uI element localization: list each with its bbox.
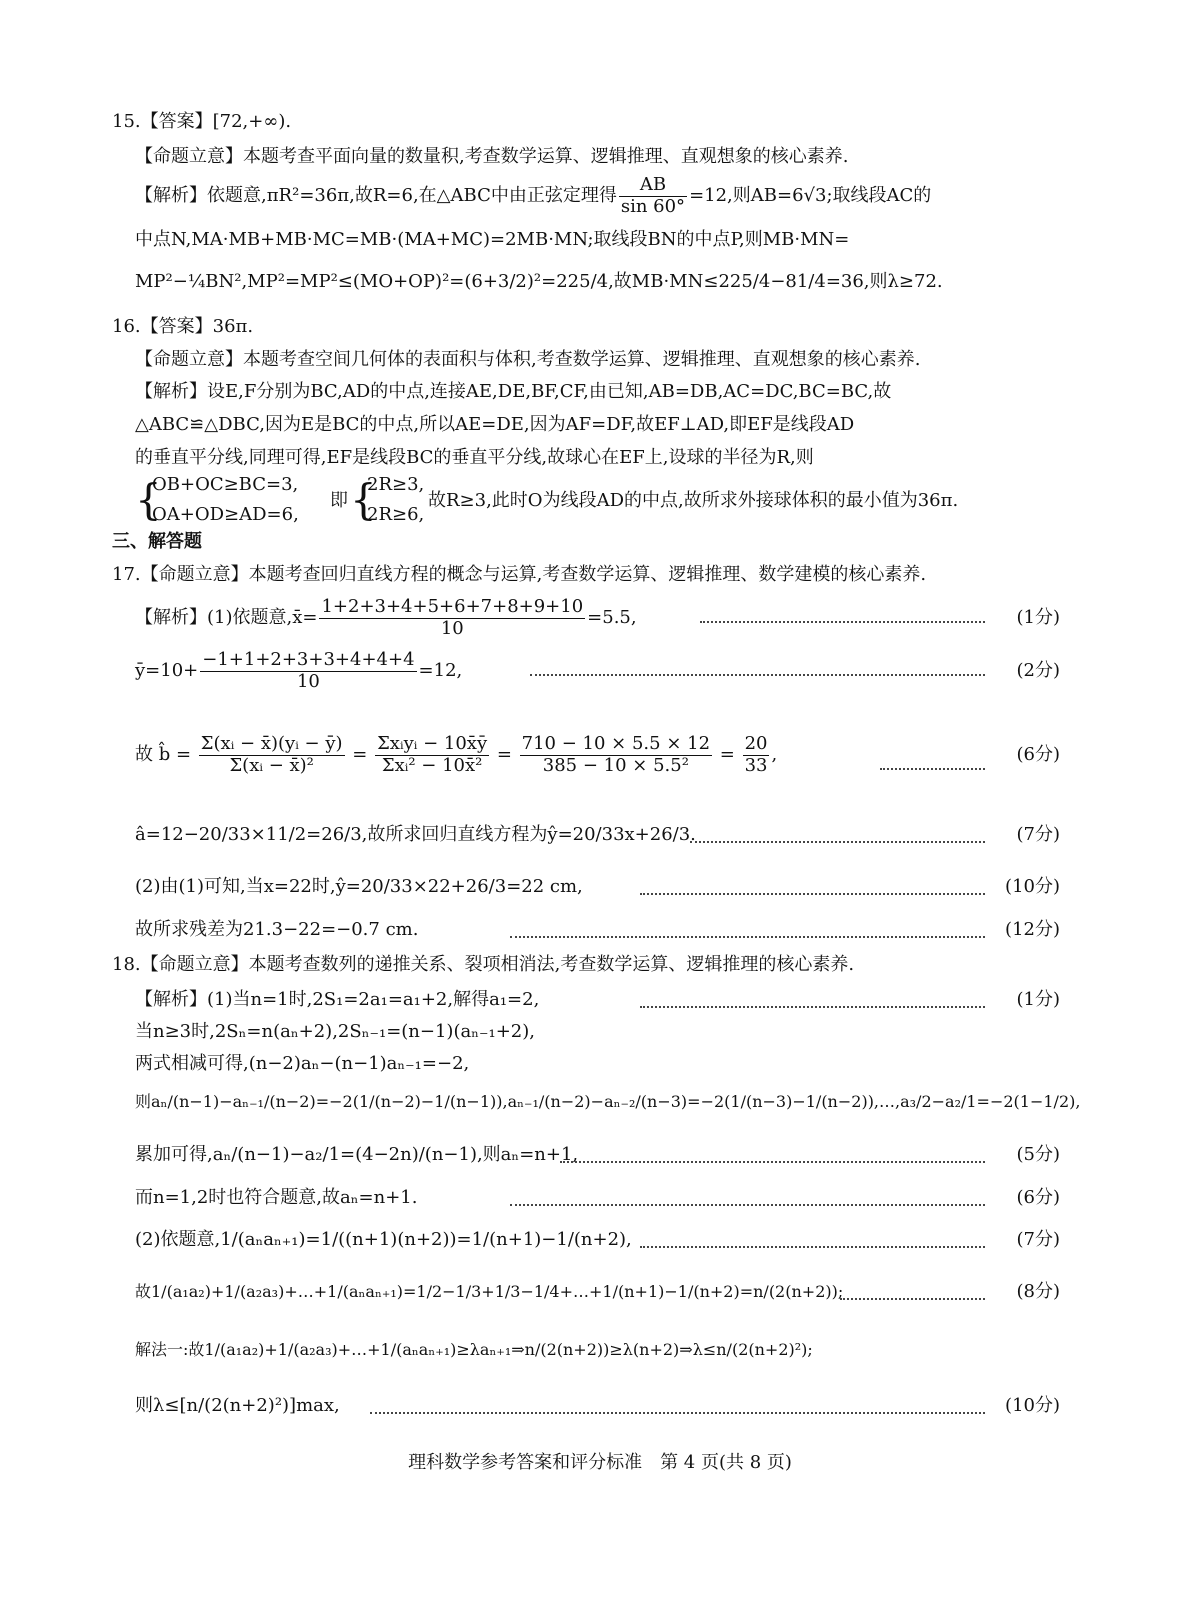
fraction-ab-sin60: $\frac{AB}{\sin 60^\circ}$ (620, 174, 686, 217)
page-footer: 理科数学参考答案和评分标准 第 4 页(共 8 页) (408, 1452, 792, 1473)
q17-b-hat: 故 b̂ = $\frac{\text{Σ(xᵢ − x̄)(yᵢ − ȳ)}}{\text{Σ(xᵢ − x̄)²}}$ = $\frac{\text{Σxᵢyᵢ − 10x̄ȳ}}{\text{Σxᵢ² − 10x̄²}}$ = $\frac{710 - 10 \times 5.5 \times 12}{\text{385 − 10 × 5.5²}}$ = $\frac{20}{33}$ , (6分) (135, 732, 1060, 776)
q17-residual: 故所求残差为21.3−22=−0.7 cm. (12分) (0, 910, 1200, 950)
q16-solution-system: { OB+OC≥BC=3, OA+OD≥AD=6, 即 { 2R≥3, 2R≥6, 故R≥3,此时O为线段AD的中点,故所求外接球体积的最小值为36π. (135, 474, 959, 525)
q16-intent: 【命题立意】本题考查空间几何体的表面积与体积,考查数学运算、逻辑推理、直观想象的核心素养. (135, 349, 921, 370)
q15-intent: 【命题立意】本题考查平面向量的数量积,考查数学运算、逻辑推理、直观想象的核心素养. (135, 146, 849, 167)
q18-line-b: 当n≥3时,2Sₙ=n(aₙ+2),2Sₙ₋₁=(n−1)(aₙ₋₁+2), (135, 1021, 535, 1042)
q16-solution-line-2: △ABC≌△DBC,因为E是BC的中点,所以AE=DE,因为AF=DF,故EF⊥AD,即EF是线段AD (135, 414, 855, 435)
q16-answer: 16.【答案】36π. (112, 316, 254, 337)
q18-line-i: 解法一:故1/(a₁a₂)+1/(a₂a₃)+…+1/(aₙaₙ₊₁)≥λaₙ₊₁⇒n/(2(n+2))≥λ(n+2)⇒λ≤n/(2(n+2)²); (135, 1340, 813, 1359)
section-heading: 三、解答题 (112, 531, 202, 552)
q17-mean-y: ȳ=10+ $\frac{-1+1+2+3+3+4+4+4}{10}$ =12, (2分) (135, 648, 1060, 692)
q17-a-hat: â=12−20/33×11/2=26/3,故所求回归直线方程为ŷ=20/33x+26/3. (7分) (0, 815, 1200, 855)
q18-intent: 18.【命题立意】本题考查数列的递推关系、裂项相消法,考查数学运算、逻辑推理的核心素养. (112, 954, 855, 975)
q18-line-d: 则aₙ/(n−1)−aₙ₋₁/(n−2)=−2(1/(n−2)−1/(n−1)),aₙ₋₁/(n−2)−aₙ₋₂/(n−3)=−2(1/(n−3)−1/(n−2)),…,a₃/2−a₂/1=−2(1−1/2), (135, 1092, 1081, 1111)
q18-line-e: 累加可得,aₙ/(n−1)−a₂/1=(4−2n)/(n−1),则aₙ=n+1, (5分) (0, 1135, 1200, 1175)
q15-solution-line-3: MP²−¼BN²,MP²=MP²≤(MO+OP)²=(6+3/2)²=225/4,故MB·MN≤225/4−81/4=36,则λ≥72. (135, 271, 943, 292)
q16-solution-line-1: 【解析】设E,F分别为BC,AD的中点,连接AE,DE,BF,CF,由已知,AB=DB,AC=DC,BC=BC,故 (135, 381, 892, 402)
q17-part2: (2)由(1)可知,当x=22时,ŷ=20/33×22+26/3=22 cm, (10分) (0, 867, 1200, 907)
q17-intent: 17.【命题立意】本题考查回归直线方程的概念与运算,考查数学运算、逻辑推理、数学建模的核心素养. (112, 564, 927, 585)
q18-line-h: 故1/(a₁a₂)+1/(a₂a₃)+…+1/(aₙaₙ₊₁)=1/2−1/3+1/3−1/4+…+1/(n+1)−1/(n+2)=n/(2(n+2)); (8分) (0, 1272, 1200, 1312)
q15-answer: 15.【答案】[72,+∞). (112, 111, 292, 132)
q15-solution-line-1: 【解析】依题意,πR²=36π,故R=6,在△ABC中由正弦定理得 $\frac{AB}{\sin 60^\circ}$ =12,则AB=6√3;取线段AC的 (135, 174, 932, 217)
q17-mean-x: 【解析】(1)依题意,x̄= $\frac{1+2+3+4+5+6+7+8+9+10}{10}$ =5.5, (1分) (135, 595, 1060, 639)
q18-line-j: 则λ≤[n/(2(n+2)²)]max, (10分) (0, 1386, 1200, 1426)
q18-line-g: (2)依题意,1/(aₙaₙ₊₁)=1/((n+1)(n+2))=1/(n+1)−1/(n+2), (7分) (0, 1220, 1200, 1260)
q18-line-a: 【解析】(1)当n=1时,2S₁=2a₁=a₁+2,解得a₁=2, (1分) (0, 980, 1200, 1020)
q18-line-c: 两式相减可得,(n−2)aₙ−(n−1)aₙ₋₁=−2, (135, 1053, 470, 1074)
q18-line-f: 而n=1,2时也符合题意,故aₙ=n+1. (6分) (0, 1178, 1200, 1218)
q16-solution-line-3: 的垂直平分线,同理可得,EF是线段BC的垂直平分线,故球心在EF上,设球的半径为R,则 (135, 447, 814, 468)
q15-solution-line-2: 中点N,MA·MB+MB·MC=MB·(MA+MC)=2MB·MN;取线段BN的中点P,则MB·MN= (135, 229, 850, 250)
